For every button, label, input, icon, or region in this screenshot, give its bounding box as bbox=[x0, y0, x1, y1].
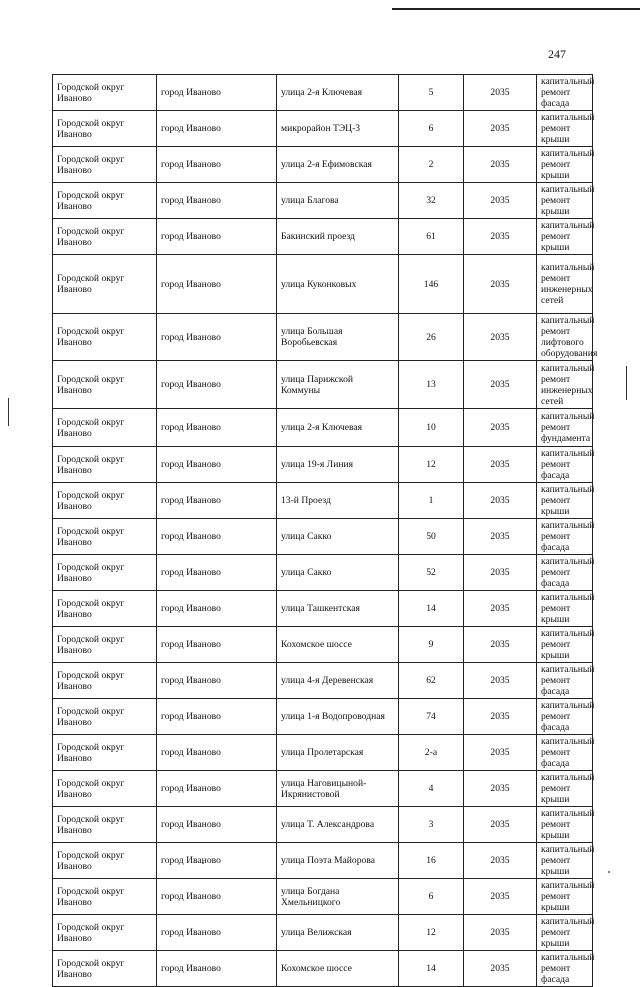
house-number-cell: 6 bbox=[399, 879, 464, 915]
street-cell: микрорайон ТЭЦ-3 bbox=[277, 111, 399, 147]
street-cell: улица Поэта Майорова bbox=[277, 843, 399, 879]
work-type-cell: капитальный ремонт крыши bbox=[537, 183, 593, 219]
street-cell: улица Благова bbox=[277, 183, 399, 219]
year-cell: 2035 bbox=[464, 951, 537, 987]
street-cell: Кохомское шоссе bbox=[277, 951, 399, 987]
year-cell: 2035 bbox=[464, 771, 537, 807]
street-cell: Бакинский проезд bbox=[277, 219, 399, 255]
work-type-cell: капитальный ремонт крыши bbox=[537, 627, 593, 663]
table-row bbox=[53, 663, 593, 699]
municipality-cell: Городской округ Иваново bbox=[53, 483, 157, 519]
city-cell: город Иваново bbox=[157, 807, 277, 843]
city-cell: город Иваново bbox=[157, 111, 277, 147]
street-cell: улица 19-я Линия bbox=[277, 447, 399, 483]
city-cell: город Иваново bbox=[157, 951, 277, 987]
municipality-cell: Городской округ Иваново bbox=[53, 807, 157, 843]
municipality-cell: Городской округ Иваново bbox=[53, 519, 157, 555]
street-cell: улица 2-я Ключевая bbox=[277, 409, 399, 447]
house-number-cell: 52 bbox=[399, 555, 464, 591]
municipality-cell: Городской округ Иваново bbox=[53, 951, 157, 987]
table-row bbox=[53, 807, 593, 843]
year-cell: 2035 bbox=[464, 735, 537, 771]
street-cell: улица 4-я Деревенская bbox=[277, 663, 399, 699]
table-row bbox=[53, 915, 593, 951]
house-number-cell: 74 bbox=[399, 699, 464, 735]
city-cell: город Иваново bbox=[157, 483, 277, 519]
work-type-cell: капитальный ремонт фасада bbox=[537, 447, 593, 483]
city-cell: город Иваново bbox=[157, 361, 277, 409]
municipality-cell: Городской округ Иваново bbox=[53, 255, 157, 314]
house-number-cell: 13 bbox=[399, 361, 464, 409]
municipality-cell: Городской округ Иваново bbox=[53, 735, 157, 771]
street-cell: улица Ташкентская bbox=[277, 591, 399, 627]
municipality-cell: Городской округ Иваново bbox=[53, 314, 157, 361]
work-type-cell: капитальный ремонт крыши bbox=[537, 807, 593, 843]
municipality-cell: Городской округ Иваново bbox=[53, 591, 157, 627]
year-cell: 2035 bbox=[464, 255, 537, 314]
work-type-cell: капитальный ремонт фасада bbox=[537, 75, 593, 111]
house-number-cell: 16 bbox=[399, 843, 464, 879]
city-cell: город Иваново bbox=[157, 591, 277, 627]
work-type-cell: капитальный ремонт инженерных сетей bbox=[537, 361, 593, 409]
municipality-cell: Городской округ Иваново bbox=[53, 627, 157, 663]
table-row bbox=[53, 147, 593, 183]
house-number-cell: 32 bbox=[399, 183, 464, 219]
street-cell: улица Т. Александрова bbox=[277, 807, 399, 843]
work-type-cell: капитальный ремонт крыши bbox=[537, 591, 593, 627]
house-number-cell: 2-а bbox=[399, 735, 464, 771]
street-cell: улица Богдана Хмельницкого bbox=[277, 879, 399, 915]
work-type-cell: капитальный ремонт фундамента bbox=[537, 409, 593, 447]
house-number-cell: 1 bbox=[399, 483, 464, 519]
work-type-cell: капитальный ремонт крыши bbox=[537, 771, 593, 807]
street-cell: улица Пролетарская bbox=[277, 735, 399, 771]
work-type-cell: капитальный ремонт фасада bbox=[537, 663, 593, 699]
table-row bbox=[53, 447, 593, 483]
municipality-cell: Городской округ Иваново bbox=[53, 771, 157, 807]
municipality-cell: Городской округ Иваново bbox=[53, 843, 157, 879]
city-cell: город Иваново bbox=[157, 627, 277, 663]
city-cell: город Иваново bbox=[157, 314, 277, 361]
city-cell: город Иваново bbox=[157, 183, 277, 219]
table-row bbox=[53, 771, 593, 807]
house-number-cell: 62 bbox=[399, 663, 464, 699]
table-row bbox=[53, 879, 593, 915]
table-row bbox=[53, 361, 593, 409]
year-cell: 2035 bbox=[464, 219, 537, 255]
street-cell: улица Куконковых bbox=[277, 255, 399, 314]
street-cell: улица 2-я Ефимовская bbox=[277, 147, 399, 183]
house-number-cell: 5 bbox=[399, 75, 464, 111]
house-number-cell: 3 bbox=[399, 807, 464, 843]
municipality-cell: Городской округ Иваново bbox=[53, 361, 157, 409]
work-type-cell: капитальный ремонт крыши bbox=[537, 219, 593, 255]
table-row bbox=[53, 314, 593, 361]
table-row bbox=[53, 483, 593, 519]
year-cell: 2035 bbox=[464, 111, 537, 147]
city-cell: город Иваново bbox=[157, 879, 277, 915]
house-number-cell: 4 bbox=[399, 771, 464, 807]
municipality-cell: Городской округ Иваново bbox=[53, 219, 157, 255]
city-cell: город Иваново bbox=[157, 915, 277, 951]
municipality-cell: Городской округ Иваново bbox=[53, 663, 157, 699]
work-type-cell: капитальный ремонт фасада bbox=[537, 735, 593, 771]
year-cell: 2035 bbox=[464, 627, 537, 663]
year-cell: 2035 bbox=[464, 807, 537, 843]
work-type-cell: капитальный ремонт крыши bbox=[537, 879, 593, 915]
header-rule bbox=[392, 8, 640, 10]
year-cell: 2035 bbox=[464, 361, 537, 409]
year-cell: 2035 bbox=[464, 519, 537, 555]
work-type-cell: капитальный ремонт фасада bbox=[537, 699, 593, 735]
city-cell: город Иваново bbox=[157, 555, 277, 591]
municipality-cell: Городской округ Иваново bbox=[53, 409, 157, 447]
street-cell: улица Сакко bbox=[277, 555, 399, 591]
table-row bbox=[53, 111, 593, 147]
page-number: 247 bbox=[548, 47, 566, 61]
municipality-cell: Городской округ Иваново bbox=[53, 879, 157, 915]
house-number-cell: 9 bbox=[399, 627, 464, 663]
work-type-cell: капитальный ремонт крыши bbox=[537, 483, 593, 519]
year-cell: 2035 bbox=[464, 409, 537, 447]
work-type-cell: капитальный ремонт крыши bbox=[537, 843, 593, 879]
house-number-cell: 61 bbox=[399, 219, 464, 255]
house-number-cell: 146 bbox=[399, 255, 464, 314]
work-type-cell: капитальный ремонт фасада bbox=[537, 555, 593, 591]
table-row bbox=[53, 255, 593, 314]
municipality-cell: Городской округ Иваново bbox=[53, 447, 157, 483]
municipality-cell: Городской округ Иваново bbox=[53, 183, 157, 219]
house-number-cell: 26 bbox=[399, 314, 464, 361]
year-cell: 2035 bbox=[464, 483, 537, 519]
work-type-cell: капитальный ремонт крыши bbox=[537, 111, 593, 147]
year-cell: 2035 bbox=[464, 879, 537, 915]
year-cell: 2035 bbox=[464, 314, 537, 361]
street-cell: Кохомское шоссе bbox=[277, 627, 399, 663]
year-cell: 2035 bbox=[464, 147, 537, 183]
city-cell: город Иваново bbox=[157, 843, 277, 879]
house-number-cell: 14 bbox=[399, 591, 464, 627]
city-cell: город Иваново bbox=[157, 219, 277, 255]
city-cell: город Иваново bbox=[157, 75, 277, 111]
work-type-cell: капитальный ремонт фасада bbox=[537, 951, 593, 987]
house-number-cell: 14 bbox=[399, 951, 464, 987]
year-cell: 2035 bbox=[464, 915, 537, 951]
street-cell: улица Парижской Коммуны bbox=[277, 361, 399, 409]
street-cell: улица Большая Воробьевская bbox=[277, 314, 399, 361]
registry-body bbox=[53, 75, 598, 987]
scan-speck bbox=[608, 871, 610, 873]
street-cell: 13-й Проезд bbox=[277, 483, 399, 519]
right-margin-mark bbox=[626, 366, 627, 400]
work-type-cell: капитальный ремонт крыши bbox=[537, 147, 593, 183]
street-cell: улица Наговицыной-Икрянистовой bbox=[277, 771, 399, 807]
repair-registry-table bbox=[52, 74, 598, 987]
house-number-cell: 2 bbox=[399, 147, 464, 183]
street-cell: улица 1-я Водопроводная bbox=[277, 699, 399, 735]
house-number-cell: 50 bbox=[399, 519, 464, 555]
table-row bbox=[53, 555, 593, 591]
street-cell: улица Велижская bbox=[277, 915, 399, 951]
municipality-cell: Городской округ Иваново bbox=[53, 915, 157, 951]
year-cell: 2035 bbox=[464, 183, 537, 219]
house-number-cell: 12 bbox=[399, 915, 464, 951]
city-cell: город Иваново bbox=[157, 147, 277, 183]
work-type-cell: капитальный ремонт крыши bbox=[537, 915, 593, 951]
year-cell: 2035 bbox=[464, 843, 537, 879]
table-row bbox=[53, 735, 593, 771]
work-type-cell: капитальный ремонт фасада bbox=[537, 519, 593, 555]
street-cell: улица 2-я Ключевая bbox=[277, 75, 399, 111]
table-row bbox=[53, 519, 593, 555]
table-row bbox=[53, 183, 593, 219]
work-type-cell: капитальный ремонт инженерных сетей bbox=[537, 255, 593, 314]
city-cell: город Иваново bbox=[157, 447, 277, 483]
table-row bbox=[53, 219, 593, 255]
municipality-cell: Городской округ Иваново bbox=[53, 111, 157, 147]
city-cell: город Иваново bbox=[157, 519, 277, 555]
house-number-cell: 12 bbox=[399, 447, 464, 483]
table-row bbox=[53, 699, 593, 735]
municipality-cell: Городской округ Иваново bbox=[53, 699, 157, 735]
house-number-cell: 10 bbox=[399, 409, 464, 447]
house-number-cell: 6 bbox=[399, 111, 464, 147]
year-cell: 2035 bbox=[464, 699, 537, 735]
year-cell: 2035 bbox=[464, 75, 537, 111]
year-cell: 2035 bbox=[464, 555, 537, 591]
table-row bbox=[53, 591, 593, 627]
table-row bbox=[53, 627, 593, 663]
street-cell: улица Сакко bbox=[277, 519, 399, 555]
table-row bbox=[53, 409, 593, 447]
year-cell: 2035 bbox=[464, 591, 537, 627]
city-cell: город Иваново bbox=[157, 735, 277, 771]
municipality-cell: Городской округ Иваново bbox=[53, 75, 157, 111]
city-cell: город Иваново bbox=[157, 699, 277, 735]
table-row bbox=[53, 951, 593, 987]
city-cell: город Иваново bbox=[157, 663, 277, 699]
municipality-cell: Городской округ Иваново bbox=[53, 147, 157, 183]
work-type-cell: капитальный ремонт лифтового оборудования bbox=[537, 314, 593, 361]
left-margin-mark bbox=[8, 398, 9, 426]
table-row bbox=[53, 843, 593, 879]
table-row bbox=[53, 75, 593, 111]
city-cell: город Иваново bbox=[157, 771, 277, 807]
year-cell: 2035 bbox=[464, 663, 537, 699]
year-cell: 2035 bbox=[464, 447, 537, 483]
municipality-cell: Городской округ Иваново bbox=[53, 555, 157, 591]
city-cell: город Иваново bbox=[157, 255, 277, 314]
city-cell: город Иваново bbox=[157, 409, 277, 447]
